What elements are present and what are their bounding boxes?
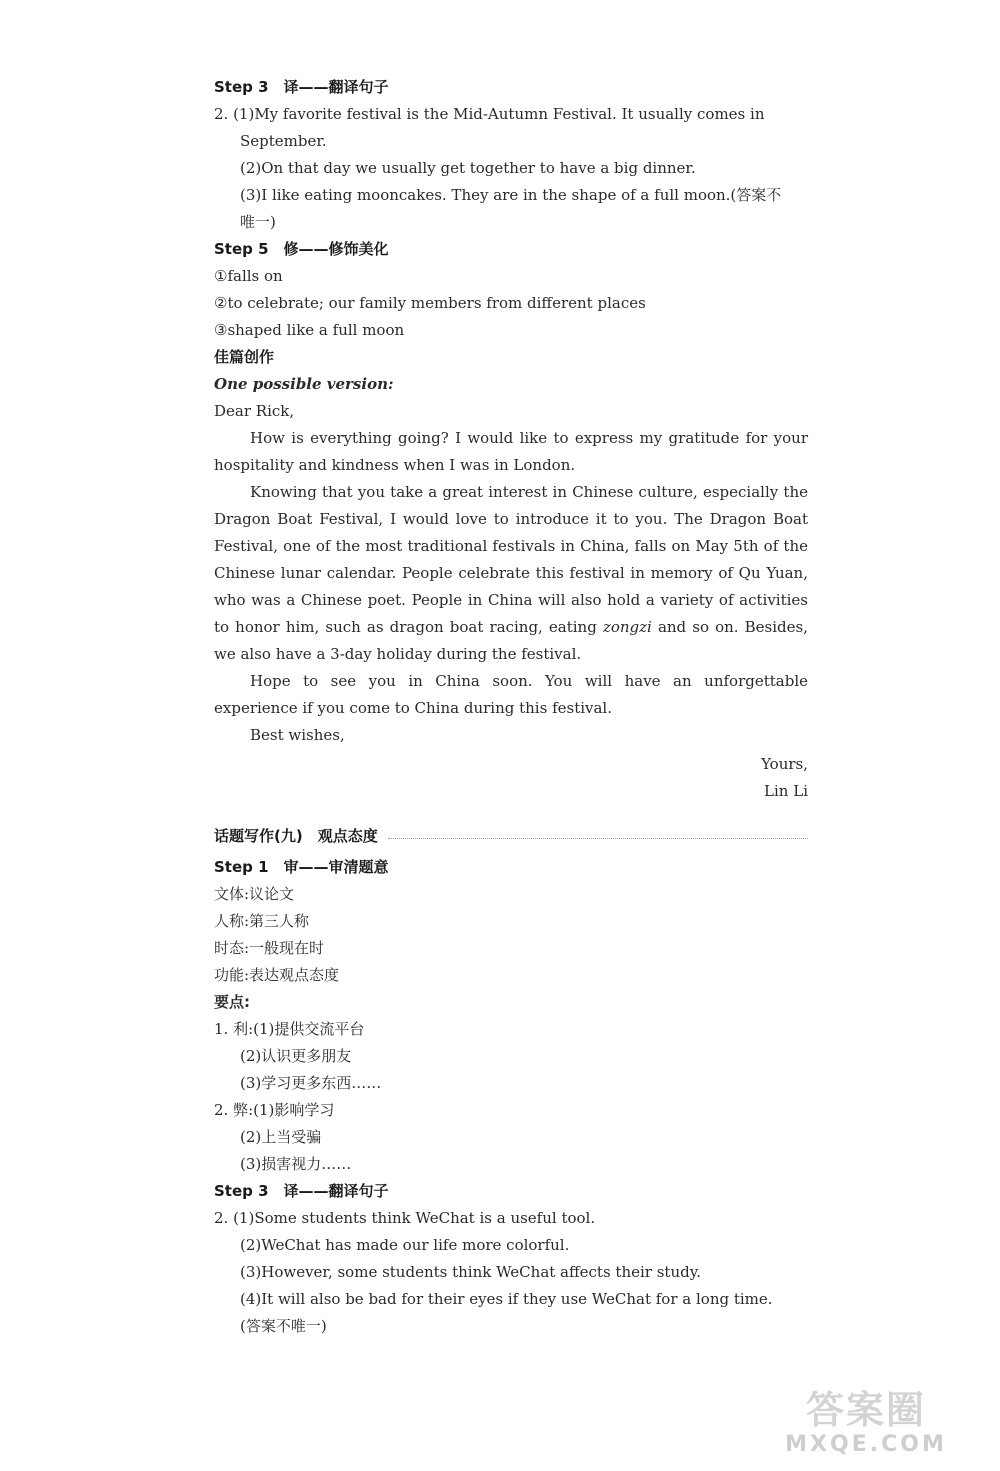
essay-paragraph-2-b: and so on. Besides, we also have a 3-day holiday during the festival. <box>214 618 808 663</box>
step3-heading: Step 3 译——翻译句子 <box>214 78 389 96</box>
translation-1-line: 2. (1)My favorite festival is the Mid-Autumn Festival. It usually comes in <box>214 105 765 123</box>
closing: Best wishes, <box>250 726 345 744</box>
topic9-translation-3: (3)However, some students think WeChat affects their study. <box>240 1263 701 1281</box>
essay-paragraph-3: Hope to see you in China soon. You will have an unforgettable experience if you come to China during this festival. <box>214 672 808 717</box>
topic9-translation-2: (2)WeChat has made our life more colorful. <box>240 1236 570 1254</box>
topic9-step3-heading: Step 3 译——翻译句子 <box>214 1182 389 1200</box>
con-3: (3)损害视力…… <box>240 1155 352 1173</box>
points-label: 要点: <box>214 993 250 1011</box>
essay-heading: 佳篇创作 <box>214 348 275 366</box>
topic9-title: 话题写作(九) 观点态度 <box>214 827 378 845</box>
genre: 文体:议论文 <box>214 885 295 903</box>
polish-1: ①falls on <box>214 267 283 285</box>
essay-paragraph-1: How is everything going? I would like to express my gratitude for your hospitality and kindness when I was in London. <box>214 429 808 474</box>
translation-2: (2)On that day we usually get together to have a big dinner. <box>240 159 696 177</box>
topic9-header <box>214 823 808 850</box>
topic9-translation-4: (4)It will also be bad for their eyes if they use WeChat for a long time. <box>240 1290 773 1308</box>
function: 功能:表达观点态度 <box>214 966 340 984</box>
topic9-answer-note: (答案不唯一) <box>240 1317 327 1335</box>
step5-heading: Step 5 修——修饰美化 <box>214 240 389 258</box>
con-2: (2)上当受骗 <box>240 1128 322 1146</box>
con-1: 2. 弊:(1)影响学习 <box>214 1101 335 1119</box>
watermark-logo <box>746 1387 986 1467</box>
watermark-bottom: MXQE.COM <box>785 1432 947 1457</box>
tense: 时态:一般现在时 <box>214 939 325 957</box>
yours: Yours, <box>761 755 808 773</box>
watermark-top: 答案圈 <box>805 1388 926 1432</box>
translation-3-line: (3)I like eating mooncakes. They are in the shape of a full moon.(答案不 <box>240 186 782 204</box>
topic9-step1-heading: Step 1 审——审清题意 <box>214 858 389 876</box>
person: 人称:第三人称 <box>214 912 310 930</box>
pro-1: 1. 利:(1)提供交流平台 <box>214 1020 365 1038</box>
pro-2: (2)认识更多朋友 <box>240 1047 352 1065</box>
essay-paragraph-2 <box>214 479 808 668</box>
dotted-rule <box>388 838 808 839</box>
page-content <box>214 74 808 1340</box>
zongzi-word: zongzi <box>602 618 652 636</box>
translation-3-cont: 唯一) <box>240 213 276 231</box>
translation-1-cont: September. <box>240 132 327 150</box>
polish-2: ②to celebrate; our family members from different places <box>214 294 646 312</box>
salutation: Dear Rick, <box>214 402 295 420</box>
polish-3: ③shaped like a full moon <box>214 321 405 339</box>
signature: Lin Li <box>764 782 808 800</box>
version-label: One possible version: <box>214 375 394 393</box>
pro-3: (3)学习更多东西…… <box>240 1074 382 1092</box>
essay-paragraph-2-a: Knowing that you take a great interest in Chinese culture, especially the Dragon Boat Festival, I would love to introduce it to you. The Dragon Boat Festival, one of the most traditional festivals in China, falls on May 5th of the Chinese lunar calendar. People celebrate this festival in memory of Qu Yuan, who was a Chinese poet. People in China will also hold a variety of activities to honor him, such as dragon boat racing, eating <box>214 483 808 636</box>
topic9-translation-1: 2. (1)Some students think WeChat is a useful tool. <box>214 1209 596 1227</box>
